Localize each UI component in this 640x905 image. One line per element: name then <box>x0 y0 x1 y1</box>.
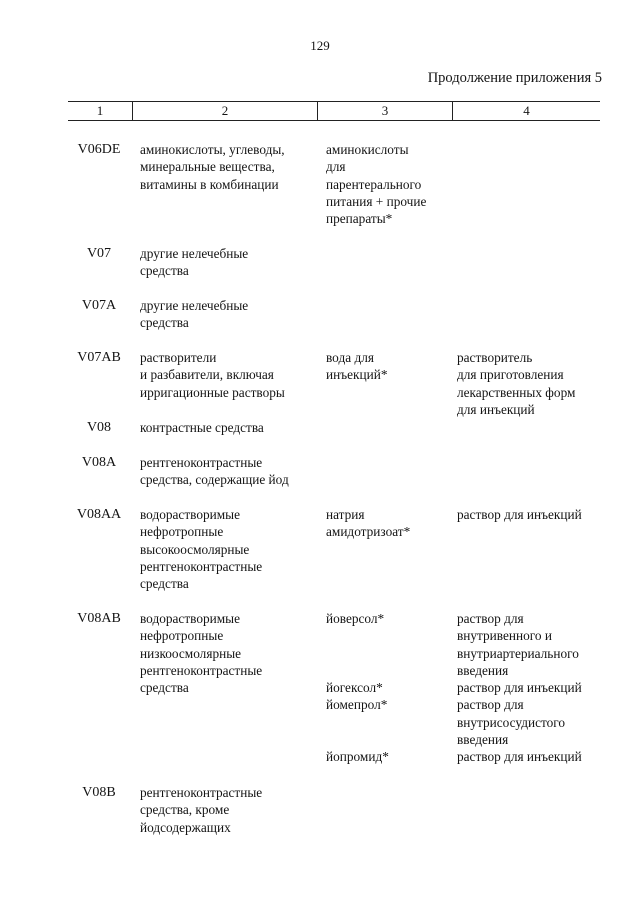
atc-code: V07 <box>86 246 112 261</box>
column-number-4: 4 <box>523 103 530 118</box>
atc-code: V07A <box>81 298 117 313</box>
anatomical-therapeutic-group: рентгеноконтрастные средства, содержащие йод <box>140 455 289 488</box>
anatomical-therapeutic-group: рентгеноконтрастные средства, кроме йодсодержащих <box>140 785 263 835</box>
atc-code: V08AA <box>76 507 122 522</box>
dosage-form: растворитель для приготовления лекарственных форм для инъекций <box>457 350 576 417</box>
anatomical-therapeutic-group: водорастворимые нефротропные низкоосмолярные рентгеноконтрастные средства <box>140 611 263 696</box>
anatomical-therapeutic-group: водорастворимые нефротропные высокоосмолярные рентгеноконтрастные средства <box>140 507 263 592</box>
drug-name: йогексол* йомепрол* <box>326 680 388 713</box>
column-number-3: 3 <box>381 103 389 118</box>
drug-name: вода для инъекций* <box>326 350 388 383</box>
anatomical-therapeutic-group: другие нелечебные средства <box>140 246 249 279</box>
column-number-2: 2 <box>221 103 229 118</box>
atc-code: V08 <box>86 420 112 435</box>
drug-name: аминокислоты для парентерального питания + прочие препараты* <box>326 142 427 227</box>
dosage-form: раствор для инъекций раствор для внутрисосудистого введения <box>457 680 582 747</box>
atc-code: V07AB <box>77 350 121 365</box>
column-number-1: 1 <box>96 103 104 118</box>
drug-name: йоверсол* <box>326 611 385 626</box>
anatomical-therapeutic-group: контрастные средства <box>140 420 264 435</box>
anatomical-therapeutic-group: другие нелечебные средства <box>140 298 249 331</box>
anatomical-therapeutic-group: растворители и разбавители, включая ирригационные растворы <box>140 350 285 400</box>
atc-code: V08AB <box>77 611 121 626</box>
dosage-form: раствор для внутривенного и внутриартериального введения <box>457 611 579 678</box>
dosage-form: раствор для инъекций <box>457 749 582 764</box>
dosage-form: раствор для инъекций <box>457 507 582 522</box>
drug-name: натрия амидотризоат* <box>326 507 411 540</box>
drug-name: йопромид* <box>326 749 389 764</box>
atc-code: V08B <box>82 785 116 800</box>
atc-code: V06DE <box>77 142 121 157</box>
anatomical-therapeutic-group: аминокислоты, углеводы, минеральные вещества, витамины в комбинации <box>140 142 285 192</box>
table-column-header <box>68 101 600 121</box>
appendix-continuation-note: Продолжение приложения 5 <box>427 70 602 86</box>
atc-code: V08A <box>81 455 117 470</box>
page-number: 129 <box>310 38 330 53</box>
